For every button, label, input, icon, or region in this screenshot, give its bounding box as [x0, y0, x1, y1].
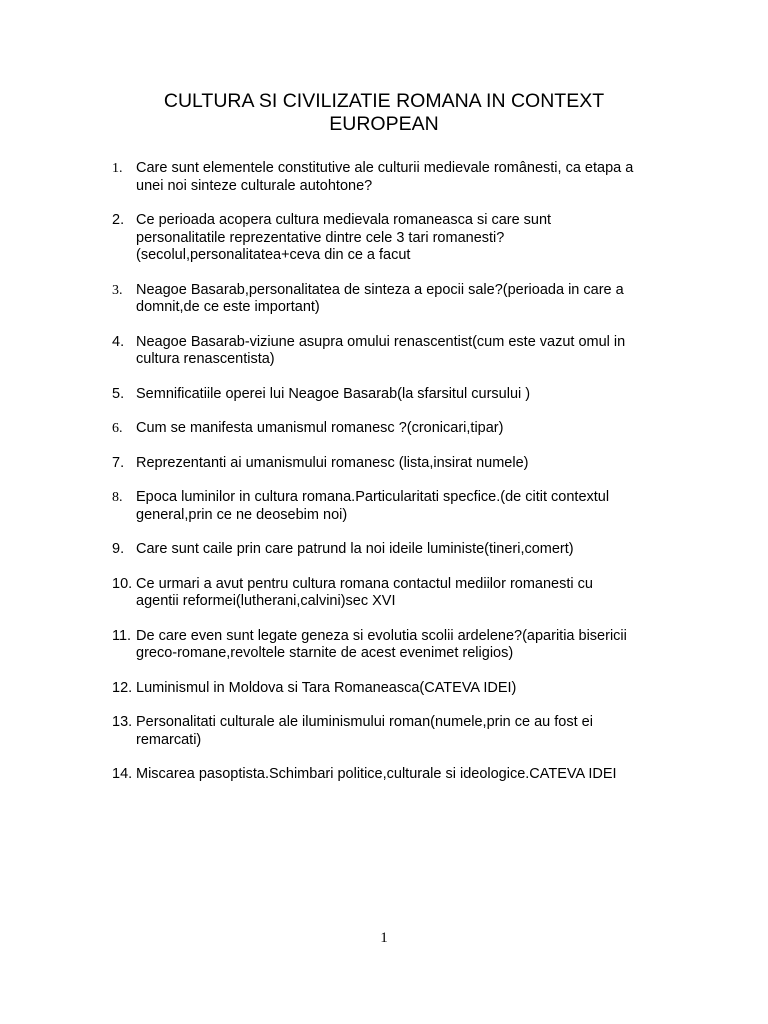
list-item-text-line: Semnificatiile operei lui Neagoe Basarab(la sfarsitul cursului )	[136, 385, 531, 402]
list-item-text-line: personalitatile reprezentative dintre cele 3 tari romanesti?	[136, 229, 505, 246]
list-item-text-line: Neagoe Basarab-viziune asupra omului renascentist(cum este vazut omul in	[136, 333, 626, 350]
list-item-text-line: Care sunt elementele constitutive ale culturii medievale românesti, ca etapa a	[136, 160, 634, 176]
list-item-text-line: Miscarea pasoptista.Schimbari politice,culturale si ideologice.CATEVA IDEI	[136, 766, 617, 782]
list-item-text-line: Reprezentanti ai umanismului romanesc (lista,insirat numele)	[136, 454, 529, 471]
list-item-number: 2.	[112, 212, 125, 228]
list-item	[112, 386, 672, 404]
page-number: 1	[380, 930, 388, 946]
list-item-text-line: Luminismul in Moldova si Tara Romaneasca(CATEVA IDEI)	[136, 679, 517, 696]
list-item-text-line: Ce perioada acopera cultura medievala romaneasca si care sunt	[136, 212, 552, 228]
list-item-number: 9.	[112, 541, 125, 557]
list-item-text-line: (secolul,personalitatea+ceva din ce a facut	[136, 247, 411, 263]
list-item-number: 3.	[112, 282, 123, 298]
title-line-2: EUROPEAN	[329, 113, 439, 135]
list-item-text-line: remarcati)	[136, 731, 202, 748]
list-item-number: 1.	[112, 161, 123, 176]
list-item-number: 6.	[112, 421, 123, 436]
list-item-text-line: De care even sunt legate geneza si evolutia scolii ardelene?(aparitia bisericii	[136, 627, 627, 644]
list-item-number: 13.	[112, 714, 133, 730]
list-item	[112, 766, 672, 784]
list-item-text-line: agentii reformei(lutherani,calvini)sec XVI	[136, 593, 396, 609]
list-item	[112, 212, 672, 265]
list-item-text-line: Neagoe Basarab,personalitatea de sinteza a epocii sale?(perioada in care a	[136, 281, 624, 298]
list-item-number: 11.	[112, 627, 132, 644]
list-item-number: 8.	[112, 490, 123, 505]
list-item-text-line: greco-romane,revoltele starnite de acest evenimet religios)	[136, 645, 514, 661]
list-item	[112, 455, 672, 473]
list-item	[112, 680, 672, 698]
list-item-text-line: general,prin ce ne deosebim noi)	[136, 506, 348, 523]
list-item-text-line: Epoca luminilor in cultura romana.Particularitati specfice.(de citit contextul	[136, 489, 610, 505]
list-item	[112, 282, 672, 317]
list-item-number: 14.	[112, 766, 133, 782]
list-item	[112, 160, 672, 195]
title-line-1: CULTURA SI CIVILIZATIE ROMANA IN CONTEXT	[163, 90, 605, 112]
question-list	[112, 160, 672, 801]
list-item-number: 5.	[112, 385, 125, 402]
document-title	[0, 90, 768, 136]
list-item-text-line: Personalitati culturale ale iluminismului roman(numele,prin ce au fost ei	[136, 714, 593, 730]
list-item-text-line: Cum se manifesta umanismul romanesc ?(cronicari,tipar)	[136, 420, 504, 436]
list-item	[112, 420, 672, 438]
list-item-number: 7.	[112, 454, 125, 471]
list-item	[112, 714, 672, 749]
list-item-text-line: unei noi sinteze culturale autohtone?	[136, 177, 373, 194]
list-item-text-line: cultura renascentista)	[136, 351, 275, 367]
list-item	[112, 541, 672, 559]
list-item	[112, 576, 672, 611]
list-item-number: 10.	[112, 575, 133, 592]
list-item-number: 4.	[112, 333, 125, 350]
list-item-text-line: Care sunt caile prin care patrund la noi ideile luministe(tineri,comert)	[136, 541, 574, 557]
list-item	[112, 334, 672, 369]
list-item	[112, 489, 672, 524]
list-item-text-line: domnit,de ce este important)	[136, 299, 320, 315]
list-item-text-line: Ce urmari a avut pentru cultura romana contactul mediilor romanesti cu	[136, 575, 593, 592]
list-item	[112, 628, 672, 663]
list-item-number: 12.	[112, 679, 133, 696]
